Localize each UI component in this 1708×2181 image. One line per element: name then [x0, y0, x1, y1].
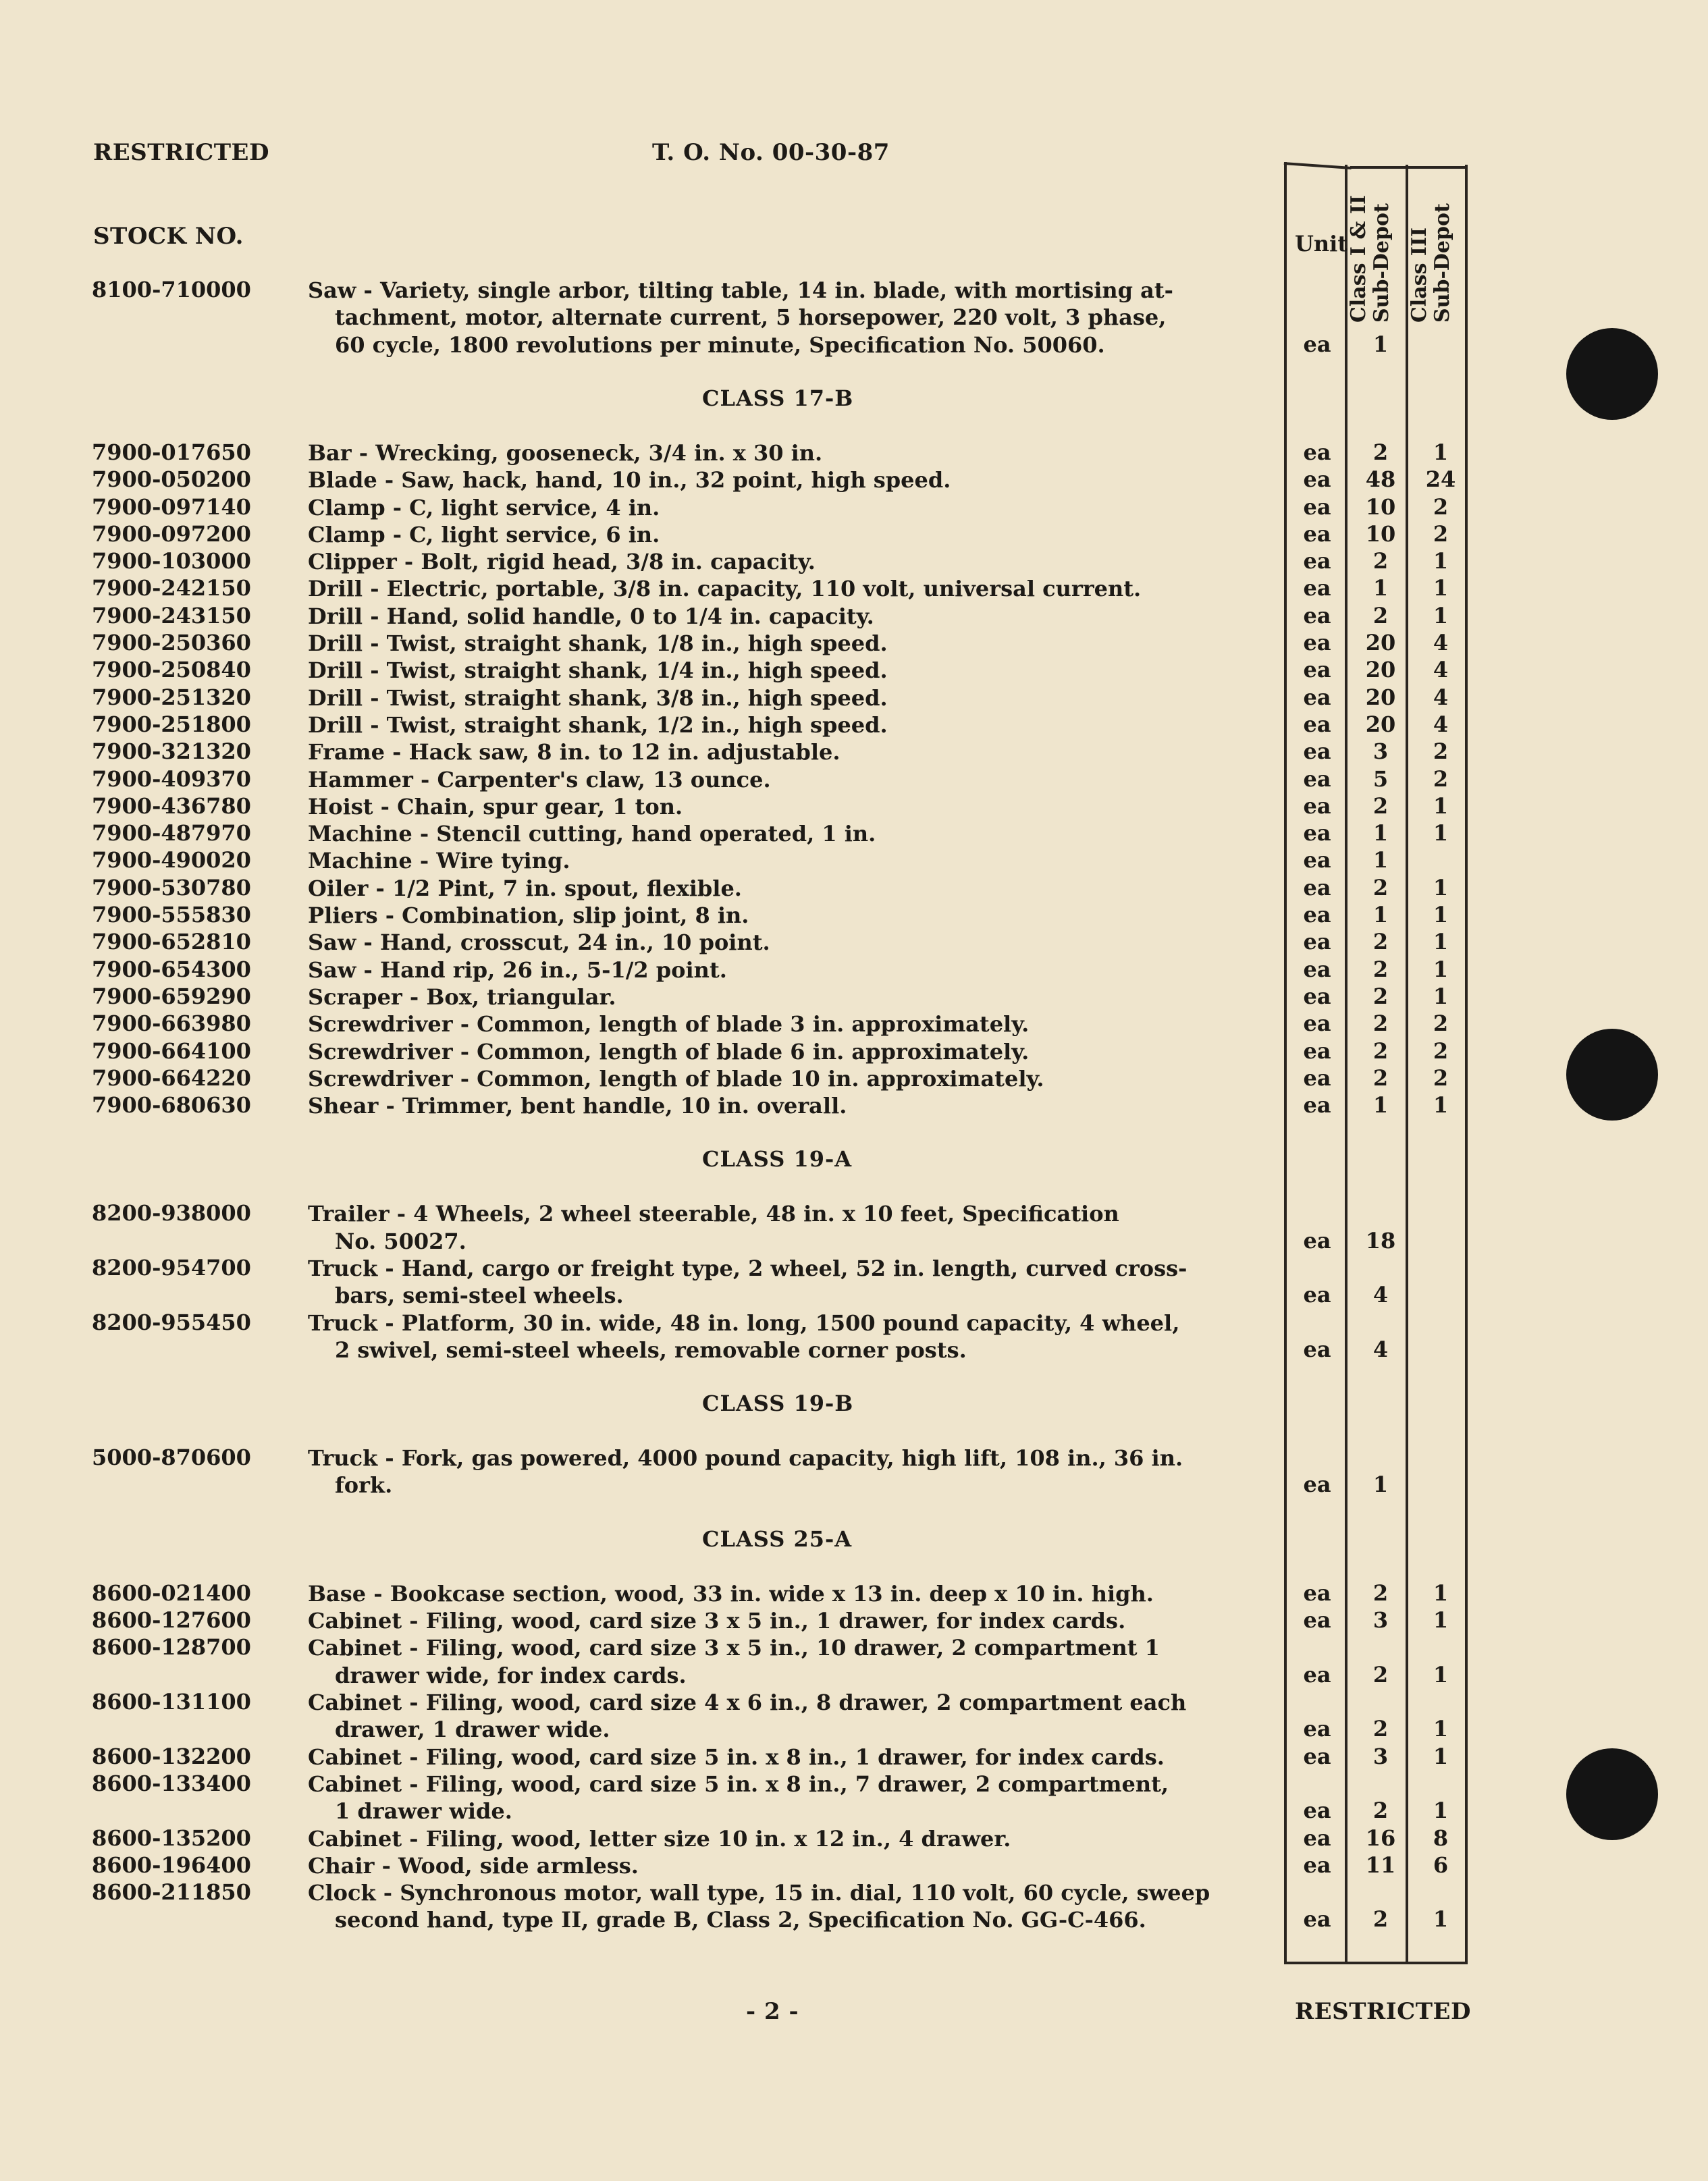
class1-quantity: 2	[1372, 929, 1389, 955]
stock-number: 7900-409370	[92, 765, 251, 792]
table-bottom-border	[1284, 1962, 1468, 1964]
class1-quantity: 20	[1365, 684, 1396, 710]
class1-quantity: 48	[1365, 466, 1396, 493]
class3-quantity: 8	[1433, 1825, 1449, 1851]
unit-value: ea	[1303, 439, 1331, 465]
class3-quantity: 1	[1433, 820, 1449, 846]
unit-value: ea	[1303, 630, 1331, 655]
stock-number: 5000-870600	[92, 1445, 251, 1471]
item-description: Cabinet - Filing, wood, card size 5 in. x 8 in., 1 drawer, for index cards.	[308, 1744, 1165, 1770]
class1-quantity: 1	[1372, 575, 1389, 601]
class1-quantity: 2	[1372, 792, 1389, 819]
stock-number: 7900-487970	[92, 820, 251, 846]
stock-number: 7900-659290	[92, 983, 251, 1009]
class3-quantity: 1	[1433, 1580, 1449, 1606]
item-description: Hammer - Carpenter's claw, 13 ounce.	[308, 766, 771, 792]
item-description: Cabinet - Filing, wood, card size 3 x 5 in., 10 drawer, 2 compartment 1 drawer wide, for index cards.	[308, 1635, 1160, 1688]
class1-quantity: 16	[1365, 1825, 1396, 1851]
class1-quantity: 3	[1372, 1607, 1389, 1634]
unit-value: ea	[1303, 956, 1331, 982]
unit-column-heading: Unit	[1295, 231, 1348, 257]
table-right-border	[1465, 165, 1468, 1963]
unit-value: ea	[1303, 1852, 1331, 1878]
stock-number: 8600-211850	[92, 1879, 251, 1906]
class1-column-heading: Class I & II Sub-Depot	[1347, 194, 1393, 323]
item-description: Machine - Stencil cutting, hand operated, 1 in.	[308, 821, 876, 847]
item-description: Drill - Electric, portable, 3/8 in. capacity, 110 volt, universal current.	[308, 576, 1142, 602]
item-description: Cabinet - Filing, wood, card size 3 x 5 in., 1 drawer, for index cards.	[308, 1608, 1126, 1634]
item-description: Cabinet - Filing, wood, card size 4 x 6 in., 8 drawer, 2 compartment each drawer, 1 drawer wide.	[308, 1690, 1187, 1743]
class1-quantity: 2	[1372, 874, 1389, 900]
class3-quantity: 2	[1433, 520, 1449, 547]
stock-number: 7900-436780	[92, 792, 251, 819]
unit-value: ea	[1303, 1038, 1331, 1064]
unit-value: ea	[1303, 1906, 1331, 1933]
unit-value: ea	[1303, 1227, 1331, 1254]
class3-quantity: 6	[1433, 1852, 1449, 1878]
class1-quantity: 2	[1372, 1798, 1389, 1824]
class1-quantity: 2	[1372, 602, 1389, 628]
class1-quantity: 20	[1365, 711, 1396, 737]
unit-value: ea	[1303, 902, 1331, 927]
unit-value: ea	[1303, 1798, 1331, 1824]
unit-value: ea	[1303, 1825, 1331, 1851]
stock-number: 8600-196400	[92, 1852, 251, 1878]
unit-value: ea	[1303, 765, 1331, 792]
stock-number: 7900-663980	[92, 1011, 251, 1037]
class1-quantity: 2	[1372, 1038, 1389, 1064]
class3-column-heading: Class III Sub-Depot	[1408, 203, 1454, 323]
stock-number: 8600-021400	[92, 1580, 251, 1606]
stock-number: 7900-242150	[92, 575, 251, 601]
stock-number: 7900-050200	[92, 466, 251, 493]
item-description: Clipper - Bolt, rigid head, 3/8 in. capacity.	[308, 549, 816, 575]
class3-quantity: 1	[1433, 1092, 1449, 1119]
class1-quantity: 2	[1372, 548, 1389, 574]
class1-quantity: 20	[1365, 630, 1396, 655]
unit-value: ea	[1303, 1065, 1331, 1091]
item-description: Saw - Hand, crosscut, 24 in., 10 point.	[308, 930, 770, 956]
stock-number: 7900-680630	[92, 1092, 251, 1119]
item-description: Screwdriver - Common, length of blade 6 in. approximately.	[308, 1038, 1030, 1065]
stock-number: 7900-664100	[92, 1038, 251, 1064]
stock-number: 8200-955450	[92, 1309, 251, 1335]
stock-number: 7900-321320	[92, 738, 251, 765]
binder-hole	[1566, 1029, 1658, 1121]
class3-quantity: 1	[1433, 902, 1449, 927]
item-description: Drill - Twist, straight shank, 1/2 in., high speed.	[308, 711, 888, 738]
class3-quantity: 2	[1433, 1038, 1449, 1064]
unit-value: ea	[1303, 1580, 1331, 1606]
unit-value: ea	[1303, 847, 1331, 873]
stock-number: 7900-530780	[92, 874, 251, 900]
class3-quantity: 4	[1433, 684, 1449, 710]
binder-hole	[1566, 328, 1658, 420]
unit-value: ea	[1303, 1661, 1331, 1688]
stock-number: 8200-938000	[92, 1200, 251, 1227]
item-description: Saw - Variety, single arbor, tilting table, 14 in. blade, with mortising at- tachment, motor, alternate current, 5 horsepower, 220 volt, 3 phase, 60 cycle, 1800 revolutions per minute, Specification No. 50060.	[308, 277, 1173, 358]
class1-quantity: 11	[1365, 1852, 1396, 1878]
class1-quantity: 4	[1372, 1282, 1389, 1308]
class3-quantity: 1	[1433, 929, 1449, 955]
stock-number: 7900-654300	[92, 956, 251, 982]
header-classification: RESTRICTED	[93, 139, 269, 166]
unit-value: ea	[1303, 575, 1331, 601]
stock-number: 7900-250840	[92, 657, 251, 683]
item-description: Truck - Hand, cargo or freight type, 2 wheel, 52 in. length, curved cross- bars, semi-steel wheels.	[308, 1256, 1187, 1309]
class3-quantity: 1	[1433, 956, 1449, 982]
item-description: Trailer - 4 Wheels, 2 wheel steerable, 48 in. x 10 feet, Specification No. 50027.	[308, 1201, 1119, 1254]
table-top-border	[1284, 162, 1352, 169]
stock-number: 7900-243150	[92, 602, 251, 628]
class3-quantity: 1	[1433, 1743, 1449, 1769]
item-description: Pliers - Combination, slip joint, 8 in.	[308, 903, 749, 928]
class3-quantity: 24	[1425, 466, 1456, 493]
stock-number: 8100-710000	[92, 277, 251, 302]
stock-number: 7900-251320	[92, 684, 251, 710]
stock-number: 8600-132200	[92, 1743, 251, 1769]
header-to-number: T. O. No. 00-30-87	[652, 139, 890, 166]
class3-quantity: 1	[1433, 1716, 1449, 1742]
item-description: Machine - Wire tying.	[308, 848, 570, 874]
item-description: Hoist - Chain, spur gear, 1 ton.	[308, 793, 683, 819]
class3-quantity: 1	[1433, 1607, 1449, 1634]
class1-quantity: 2	[1372, 956, 1389, 982]
unit-value: ea	[1303, 1716, 1331, 1742]
stock-number: 7900-097200	[92, 520, 251, 547]
class1-quantity: 2	[1372, 1716, 1389, 1742]
class3-quantity: 4	[1433, 711, 1449, 737]
stock-number: 8600-127600	[92, 1607, 251, 1634]
unit-value: ea	[1303, 1011, 1331, 1037]
page-number: - 2 -	[746, 1998, 799, 2025]
unit-value: ea	[1303, 738, 1331, 765]
unit-value: ea	[1303, 684, 1331, 710]
unit-column-divider	[1345, 165, 1347, 1963]
unit-value: ea	[1303, 493, 1331, 520]
item-description: Clamp - C, light service, 6 in.	[308, 521, 660, 547]
unit-value: ea	[1303, 792, 1331, 819]
class3-quantity: 2	[1433, 1011, 1449, 1037]
class1-quantity: 1	[1372, 820, 1389, 846]
item-description: Scraper - Box, triangular.	[308, 984, 616, 1010]
class1-quantity: 1	[1372, 847, 1389, 873]
unit-value: ea	[1303, 1472, 1331, 1498]
class1-quantity: 18	[1365, 1227, 1396, 1254]
item-description: Saw - Hand rip, 26 in., 5-1/2 point.	[308, 957, 727, 983]
class3-quantity: 1	[1433, 874, 1449, 900]
class3-quantity: 1	[1433, 983, 1449, 1009]
stock-number: 8600-133400	[92, 1770, 251, 1796]
unit-value: ea	[1303, 874, 1331, 900]
item-description: Drill - Twist, straight shank, 3/8 in., high speed.	[308, 684, 888, 711]
item-description: Oiler - 1/2 Pint, 7 in. spout, flexible.	[308, 875, 742, 901]
class1-quantity: 1	[1372, 902, 1389, 927]
class3-quantity: 1	[1433, 575, 1449, 601]
class1-quantity: 4	[1372, 1336, 1389, 1362]
class3-quantity: 2	[1433, 738, 1449, 765]
unit-value: ea	[1303, 331, 1331, 357]
item-description: Drill - Twist, straight shank, 1/8 in., high speed.	[308, 630, 888, 656]
item-description: Cabinet - Filing, wood, letter size 10 in. x 12 in., 4 drawer.	[308, 1825, 1011, 1852]
item-description: Drill - Hand, solid handle, 0 to 1/4 in. capacity.	[308, 603, 874, 629]
binder-hole	[1566, 1748, 1658, 1840]
item-description: Base - Bookcase section, wood, 33 in. wide x 13 in. deep x 10 in. high.	[308, 1580, 1154, 1607]
item-description: Bar - Wrecking, gooseneck, 3/4 in. x 30 in.	[308, 439, 823, 466]
stock-number: 7900-097140	[92, 493, 251, 520]
unit-value: ea	[1303, 1092, 1331, 1119]
unit-value: ea	[1303, 1336, 1331, 1362]
unit-value: ea	[1303, 602, 1331, 628]
stock-number: 7900-251800	[92, 711, 251, 737]
footer-classification: RESTRICTED	[1295, 1998, 1471, 2025]
item-description: Shear - Trimmer, bent handle, 10 in. overall.	[308, 1093, 847, 1119]
stock-number: 7900-652810	[92, 929, 251, 955]
class3-quantity: 1	[1433, 439, 1449, 465]
stock-number: 7900-017650	[92, 439, 251, 465]
class1-quantity: 2	[1372, 1065, 1389, 1091]
table-top-border-2	[1350, 166, 1466, 169]
item-description: Screwdriver - Common, length of blade 10 in. approximately.	[308, 1065, 1044, 1092]
stock-column-heading: STOCK NO.	[93, 223, 244, 250]
class3-quantity: 1	[1433, 548, 1449, 574]
class3-quantity: 1	[1433, 1661, 1449, 1688]
item-description: Truck - Fork, gas powered, 4000 pound capacity, high lift, 108 in., 36 in. fork.	[308, 1445, 1183, 1499]
class3-quantity: 1	[1433, 792, 1449, 819]
class1-quantity: 2	[1372, 1661, 1389, 1688]
item-description: Screwdriver - Common, length of blade 3 in. approximately.	[308, 1011, 1030, 1038]
class1-quantity: 1	[1372, 331, 1389, 357]
class3-quantity: 1	[1433, 1798, 1449, 1824]
class1-quantity: 3	[1372, 738, 1389, 765]
class1-quantity: 2	[1372, 1011, 1389, 1037]
unit-value: ea	[1303, 657, 1331, 683]
stock-number: 7900-250360	[92, 630, 251, 655]
class1-quantity: 10	[1365, 493, 1396, 520]
stock-number: 8600-135200	[92, 1825, 251, 1851]
item-description: Truck - Platform, 30 in. wide, 48 in. long, 1500 pound capacity, 4 wheel, 2 swivel, semi-steel wheels, removable corner posts.	[308, 1310, 1180, 1363]
class3-quantity: 4	[1433, 657, 1449, 683]
unit-value: ea	[1303, 929, 1331, 955]
class3-quantity: 2	[1433, 493, 1449, 520]
item-description: Drill - Twist, straight shank, 1/4 in., high speed.	[308, 657, 888, 684]
unit-value: ea	[1303, 548, 1331, 574]
stock-number: 7900-103000	[92, 548, 251, 574]
stock-number: 7900-555830	[92, 902, 251, 927]
class3-quantity: 2	[1433, 1065, 1449, 1091]
stock-number: 8600-128700	[92, 1634, 251, 1661]
class3-quantity: 1	[1433, 602, 1449, 628]
unit-value: ea	[1303, 466, 1331, 493]
unit-value: ea	[1303, 1607, 1331, 1634]
unit-value: ea	[1303, 1743, 1331, 1769]
item-description: Clamp - C, light service, 4 in.	[308, 494, 660, 520]
stock-number: 7900-664220	[92, 1065, 251, 1091]
stock-number: 8600-131100	[92, 1689, 251, 1715]
class1-quantity: 2	[1372, 983, 1389, 1009]
unit-value: ea	[1303, 520, 1331, 547]
stock-number: 8200-954700	[92, 1255, 251, 1281]
class1-quantity: 2	[1372, 1906, 1389, 1933]
stock-number: 7900-490020	[92, 847, 251, 873]
unit-value: ea	[1303, 711, 1331, 737]
item-description: Blade - Saw, hack, hand, 10 in., 32 point, high speed.	[308, 467, 951, 493]
class1-quantity: 1	[1372, 1092, 1389, 1119]
table-left-border	[1284, 162, 1287, 1963]
unit-value: ea	[1303, 1282, 1331, 1308]
class1-quantity: 1	[1372, 1472, 1389, 1498]
class3-quantity: 1	[1433, 1906, 1449, 1933]
item-description: Frame - Hack saw, 8 in. to 12 in. adjustable.	[308, 739, 840, 765]
class1-quantity: 20	[1365, 657, 1396, 683]
item-description: Cabinet - Filing, wood, card size 5 in. x 8 in., 7 drawer, 2 compartment, 1 drawer wide.	[308, 1771, 1169, 1825]
unit-value: ea	[1303, 820, 1331, 846]
class1-quantity: 2	[1372, 1580, 1389, 1606]
item-description: Clock - Synchronous motor, wall type, 15 in. dial, 110 volt, 60 cycle, sweep second hand, type II, grade B, Class 2, Specification No. GG-C-466.	[308, 1880, 1210, 1933]
document-page: RESTRICTED T. O. No. 00-30-87 STOCK NO. Unit Class I & II Sub-Depot Class III Sub-Depot 8100-710000 Saw - Variety, single arbor, tilting table, 14 in. blade, with mortising at- tachment, motor, alternate current, 5 horsepower, 220 volt, 3 phase, 60 cycle, 1800 revolutions per minute, Specification No. 50060. ea 1 CLASS 17-B 7900-017650 Bar - Wrecking, gooseneck, 3/4 in. x 30 in. ea 2 1 7900-050200 Blade - Saw, hack, hand, 10 in., 32 point, high speed. ea 48 24 7900-097140 Clamp - C, light service, 4 in. ea 10 2 7900-097200 Clamp - C, light service, 6 in. ea 10 2 7900-103000 Clipper - Bolt, rigid head, 3/8 in. capacity. ea 2 1 7900-242150 Drill - Electric, portable, 3/8 in. capacity, 110 volt, universal current. ea 1 1 7900-243150 Drill - Hand, solid handle, 0 to 1/4 in. capacity. ea 2 1 7900-250360 Drill - Twist, straight shank, 1/8 in., high speed. ea 20 4 7900-250840 Drill - Twist, straight shank, 1/4 in., high speed. ea 20 4 7900-251320 Drill - Twist, straight shank, 3/8 in., high speed. ea 20 4 7900-251800 Drill - Twist, straight shank, 1/2 in., high speed. ea 20 4 7900-321320 Frame - Hack saw, 8 in. to 12 in. adjustable. ea 3 2 7900-409370 Hammer - Carpenter's claw, 13 ounce. ea 5 2 7900-436780 Hoist - Chain, spur gear, 1 ton. ea 2 1 7900-487970 Machine - Stencil cutting, hand operated, 1 in. ea 1 1 7900-490020 Machine - Wire tying. ea 1 7900-530780 Oiler - 1/2 Pint, 7 in. spout, flexible. ea 2 1 7900-555830 Pliers - Combination, slip joint, 8 in. ea 1 1 7900-652810 Saw - Hand, crosscut, 24 in., 10 point. ea 2 1 7900-654300 Saw - Hand rip, 26 in., 5-1/2 point. ea 2 1 7900-659290 Scraper - Box, triangular. ea 2 1 7900-663980 Screwdriver - Common, length of blade 3 in. approximately. ea 2 2 7900-664100 Screwdriver - Common, length of blade 6 in. approximately. ea 2 2 7900-664220 Screwdriver - Common, length of blade 10 in. approximately. ea 2 2 7900-680630 Shear - Trimmer, bent handle, 10 in. overall. ea 1 1 CLASS 19-A 8200-938000 Trailer - 4 Wheels, 2 wheel steerable, 48 in. x 10 feet, Specification No. 50027. ea 18 8200-954700 Truck - Hand, cargo or freight type, 2 wheel, 52 in. length, curved cross- bars, semi-steel wheels. ea 4 8200-955450 Truck - Platform, 30 in. wide, 48 in. long, 1500 pound capacity, 4 wheel, 2 swivel, semi-steel wheels, removable corner posts. ea 4 CLASS 19-B 5000-870600 Truck - Fork, gas powered, 4000 pound capacity, high lift, 108 in., 36 in. fork. ea 1 CLASS 25-A 8600-021400 Base - Bookcase section, wood, 33 in. wide x 13 in. deep x 10 in. high. ea 2 1 8600-127600 Cabinet - Filing, wood, card size 3 x 5 in., 1 drawer, for index cards. ea 3 1 8600-128700 Cabinet - Filing, wood, card size 3 x 5 in., 10 drawer, 2 compartment 1 drawer wide, for index cards. ea 2 1 8600-131100 Cabinet - Filing, wood, card size 4 x 6 in., 8 drawer, 2 compartment each drawer, 1 drawer wide. ea 2 1 8600-132200 Cabinet - Filing, wood, card size 5 in. x 8 in., 1 drawer, for index cards. ea 3 1 8600-133400 Cabinet - Filing, wood, card size 5 in. x 8 in., 7 drawer, 2 compartment, 1 drawer wide. ea 2 1 8600-135200 Cabinet - Filing, wood, letter size 10 in. x 12 in., 4 drawer. ea 16 8 8600-196400 Chair - Wood, side armless. ea 11 6 8600-211850 Clock - Synchronous motor, wall type, 15 in. dial, 110 volt, 60 cycle, sweep second hand, type II, grade B, Class 2, Specification No. GG-C-466. ea 2 1 - 2 - RESTRICTED	[0, 0, 1708, 2181]
class1-quantity: 2	[1372, 439, 1389, 465]
class3-quantity: 4	[1433, 630, 1449, 655]
item-description: Chair - Wood, side armless.	[308, 1852, 639, 1879]
class1-quantity: 3	[1372, 1743, 1389, 1769]
class1-column-divider	[1406, 165, 1408, 1963]
unit-value: ea	[1303, 983, 1331, 1009]
class1-quantity: 10	[1365, 520, 1396, 547]
class1-quantity: 5	[1372, 765, 1389, 792]
class3-quantity: 2	[1433, 765, 1449, 792]
